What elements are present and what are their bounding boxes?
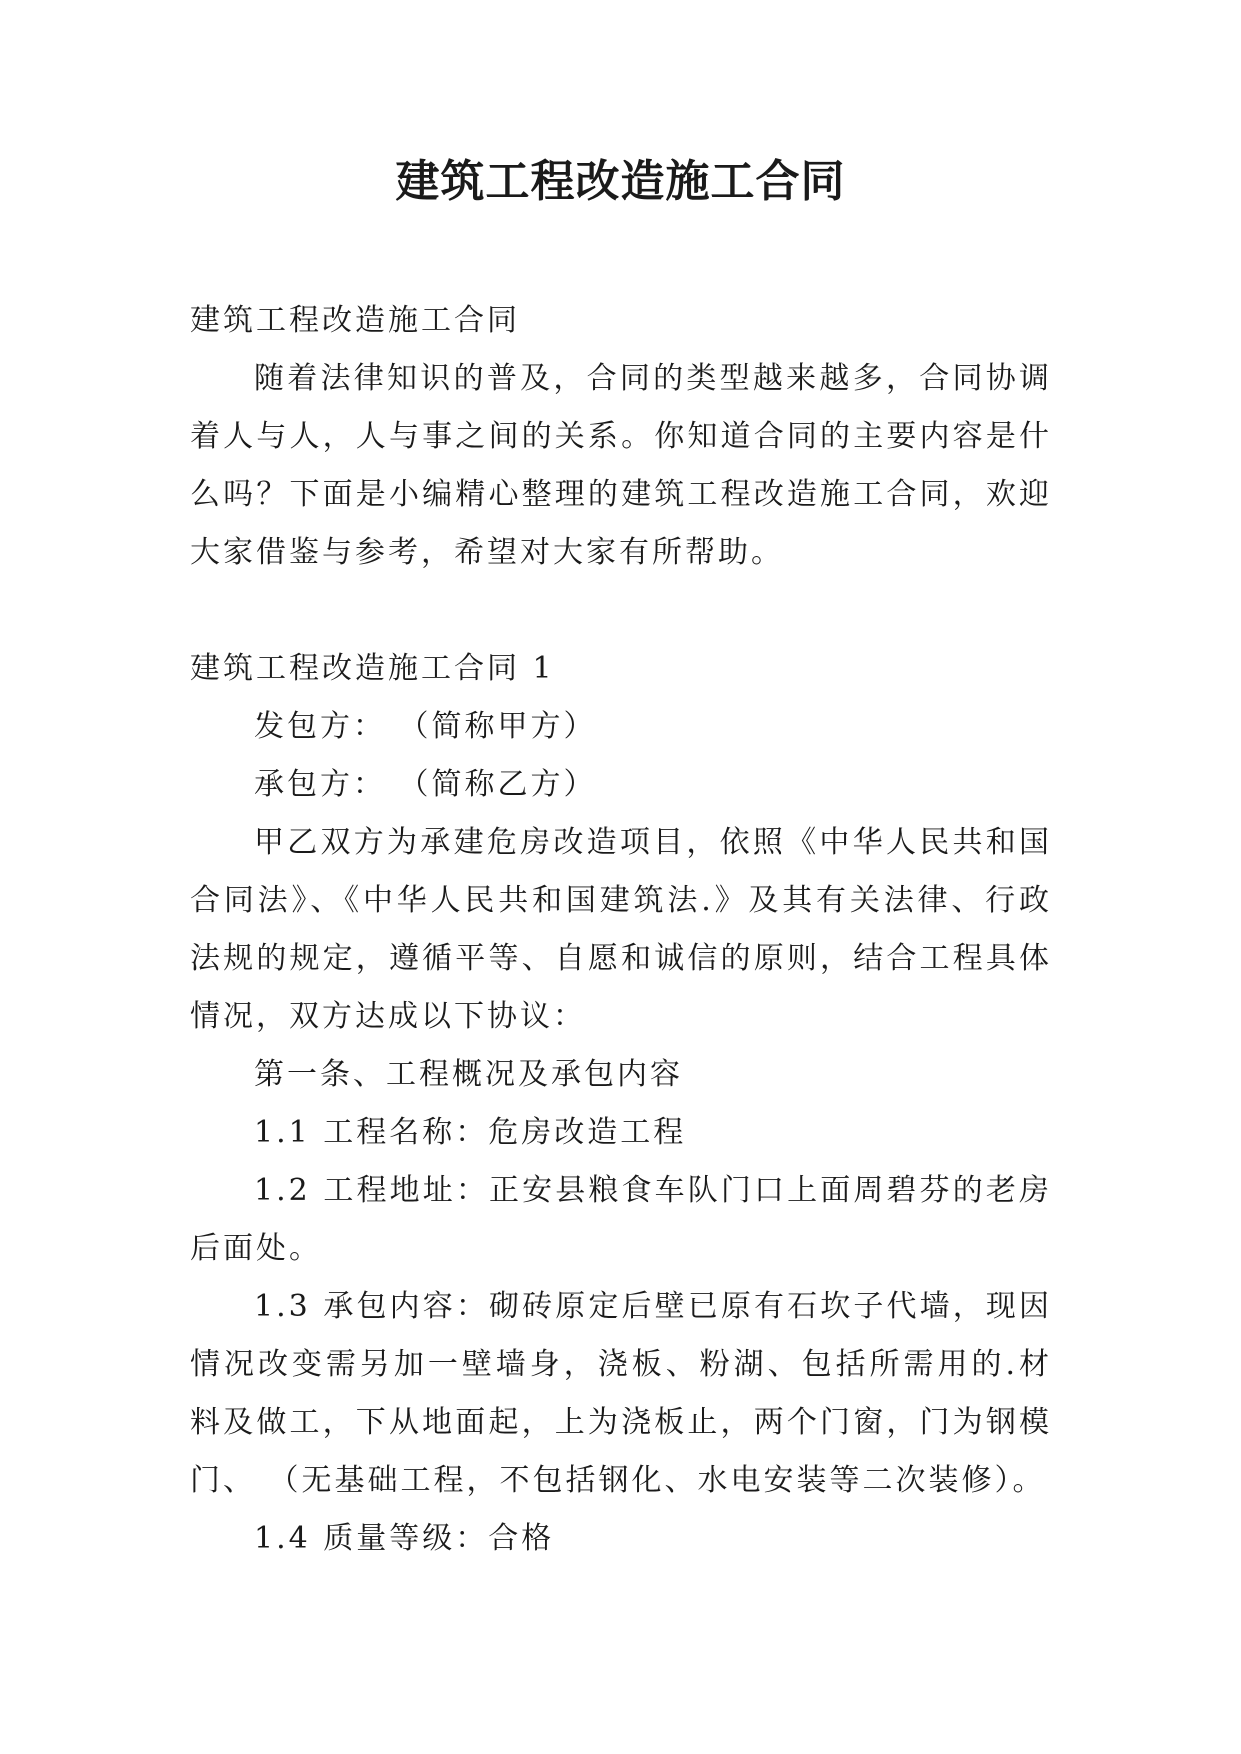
paragraph-spacer [190, 582, 1052, 640]
clause-1-3: 1.3 承包内容：砌砖原定后壁已原有石坎子代墙，现因情况改变需另加一壁墙身，浇板、粉湖、包括所需用的.材料及做工，下从地面起，上为浇板止，两个门窗，门为钢模门、 （无基础工程，不包括钢化、水电安装等二次装修）。 [190, 1289, 1052, 1498]
document-body [190, 292, 1052, 1568]
party-a-line: 发包方： （简称甲方） [254, 709, 597, 744]
article-1-heading: 第一条、工程概况及承包内容 [254, 1057, 683, 1092]
preamble-paragraph: 甲乙双方为承建危房改造项目，依照《中华人民共和国合同法》、《中华人民共和国建筑法.》及其有关法律、行政法规的规定，遵循平等、自愿和诚信的原则，结合工程具体情况，双方达成以下协议： [190, 825, 1052, 1034]
section-title: 建筑工程改造施工合同 1 [190, 651, 555, 686]
clause-1-1: 1.1 工程名称：危房改造工程 [254, 1115, 687, 1150]
document-title: 建筑工程改造施工合同 [395, 156, 846, 207]
contract-heading: 建筑工程改造施工合同 [190, 303, 520, 338]
clause-1-4: 1.4 质量等级：合格 [254, 1521, 555, 1556]
party-b-line: 承包方： （简称乙方） [254, 767, 597, 802]
intro-paragraph: 随着法律知识的普及，合同的类型越来越多，合同协调着人与人，人与事之间的关系。你知道合同的主要内容是什么吗？下面是小编精心整理的建筑工程改造施工合同，欢迎大家借鉴与参考，希望对大家有所帮助。 [190, 361, 1052, 570]
clause-1-2: 1.2 工程地址：正安县粮食车队门口上面周碧芬的老房后面处。 [190, 1173, 1052, 1266]
